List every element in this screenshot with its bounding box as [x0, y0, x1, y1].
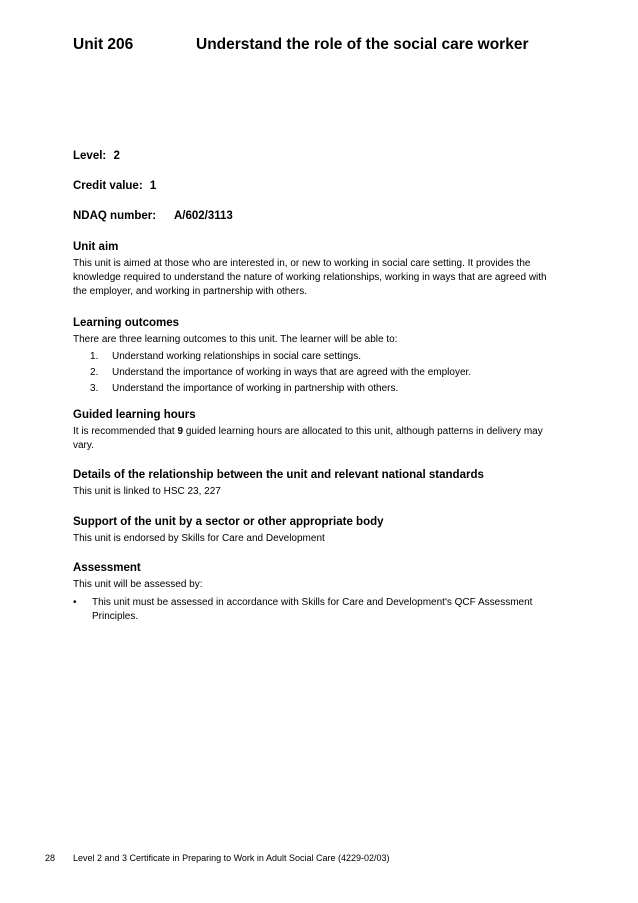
ndaq-label: NDAQ number:: [73, 210, 157, 222]
unit-aim-section: [73, 240, 553, 299]
list-item-text: Understand the importance of working in partnership with others.: [112, 383, 399, 394]
unit-aim-heading: Unit aim: [73, 241, 119, 253]
bullet-icon: •: [73, 597, 77, 608]
guided-hours-text: [73, 425, 553, 453]
level-value: 2: [113, 150, 120, 162]
list-item-text: Understand the importance of working in ways that are agreed with the employer.: [112, 367, 472, 378]
guided-hours-heading: Guided learning hours: [73, 409, 196, 421]
list-item: [73, 349, 553, 365]
footer-page-number: 28: [45, 853, 56, 863]
learning-outcomes-heading: Learning outcomes: [73, 317, 180, 329]
credit-value: 1: [149, 180, 157, 192]
list-item-number: 2.: [90, 367, 99, 378]
list-item-text: This unit must be assessed in accordance with Skills for Care and Development's QCF Assessment Principles.: [92, 597, 533, 622]
list-item-number: 1.: [90, 351, 99, 362]
standards-text: This unit is linked to HSC 23, 227: [73, 486, 221, 497]
level-row: [73, 150, 120, 162]
guided-hours-section: [73, 408, 553, 453]
guided-hours-text-before: It is recommended that: [73, 426, 178, 437]
standards-section: [73, 468, 553, 499]
support-section: [73, 515, 553, 546]
assessment-heading: Assessment: [73, 562, 141, 574]
list-item: [73, 381, 553, 397]
learning-outcomes-list: [73, 349, 553, 397]
list-item-number: 3.: [90, 383, 99, 394]
unit-number: Unit 206: [73, 36, 134, 53]
unit-aim-text: This unit is aimed at those who are interested in, or new to working in social care setting. It provides the knowledge required to understand the nature of working relationships, working in ways that are agreed with the employer, and working in partnership with others.: [73, 258, 547, 297]
learning-outcomes-section: [73, 316, 553, 397]
guided-hours-value: 9: [177, 426, 184, 437]
assessment-section: [73, 561, 553, 624]
standards-heading: Details of the relationship between the unit and relevant national standards: [73, 469, 484, 481]
list-item: [73, 365, 553, 381]
support-heading: Support of the unit by a sector or other appropriate body: [73, 516, 384, 528]
learning-outcomes-intro: There are three learning outcomes to this unit. The learner will be able to:: [73, 334, 398, 345]
assessment-intro: This unit will be assessed by:: [73, 579, 203, 590]
support-text: This unit is endorsed by Skills for Care and Development: [73, 533, 325, 544]
unit-title: Understand the role of the social care worker: [196, 36, 529, 53]
assessment-list: [73, 596, 553, 624]
level-label: Level:: [73, 150, 107, 162]
list-item-text: Understand working relationships in social care settings.: [112, 351, 362, 362]
guided-hours-text-after: guided learning hours are allocated to this unit, although patterns in delivery may vary.: [73, 426, 543, 451]
credit-label: Credit value:: [73, 180, 143, 192]
footer-text: Level 2 and 3 Certificate in Preparing to Work in Adult Social Care (4229-02/03): [73, 853, 390, 863]
credit-row: [73, 180, 156, 192]
ndaq-value: A/602/3113: [174, 210, 233, 222]
list-item: [73, 596, 553, 624]
